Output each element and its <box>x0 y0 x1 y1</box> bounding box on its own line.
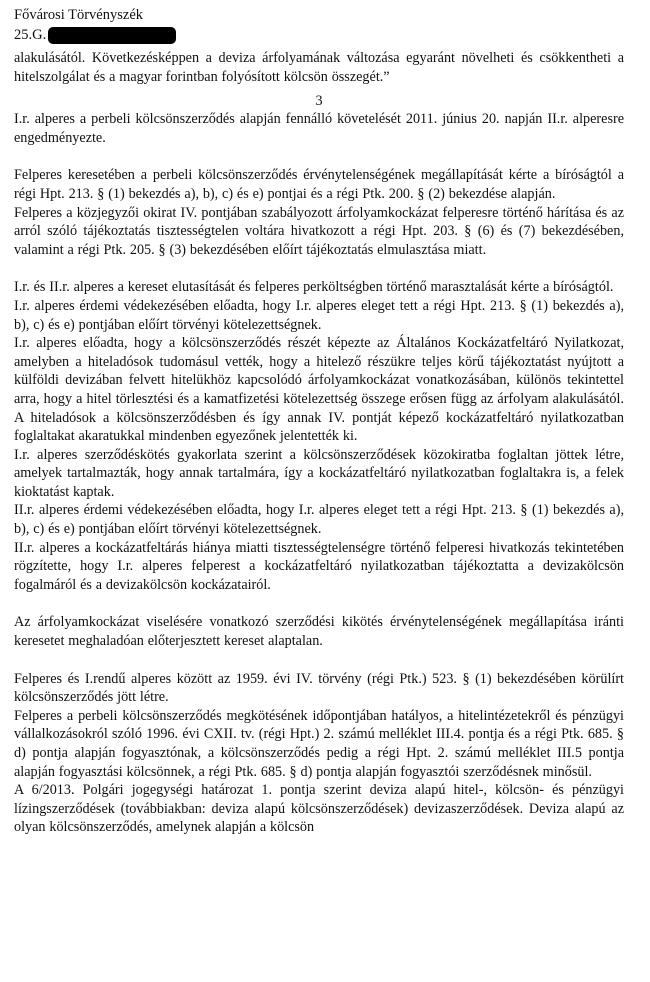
paragraph: Felperes és I.rendű alperes között az 1959. évi IV. törvény (régi Ptk.) 523. § (1) bekezdésében körülírt kölcsönszerződés jött létre. <box>14 670 624 706</box>
court-name: Fővárosi Törvényszék <box>14 7 143 23</box>
paragraph-gap <box>14 259 624 278</box>
paragraph-gap <box>14 651 624 670</box>
paragraph: Az árfolyamkockázat viselésére vonatkozó szerződési kikötés érvénytelenségének megállapítása iránti keresetet meghaladóan előterjesztett kereset alaptalan. <box>14 614 624 650</box>
paragraph: Felperes a közjegyzői okirat IV. pontjában szabályozott árfolyamkockázat felperesre történő hárítása és az arról szóló tájékoztatás tisztességtelen voltára hivatkozott a régi Hpt. 203. § (6) és (7) bekezdésében, valamint a régi Ptk. 205. § (3) bekezdésében előírt tájékoztatás elmulasztása miatt. <box>14 204 624 258</box>
paragraph: II.r. alperes érdemi védekezésében előadta, hogy I.r. alperes eleget tett a régi Hpt. 213. § (1) bekezdés a), b), c) és e) pontjában előírt törvényi kötelezettségnek. <box>14 502 624 538</box>
case-number-prefix: 25.G. <box>14 27 47 43</box>
paragraph: II.r. alperes a kockázatfeltárás hiánya miatti tisztességtelenségre történő felperesi hivatkozás tekintetében rögzítette, hogy I.r. alperes felperest a kockázatfeltáró nyilatkozatban tájékoztatta a devizakölcsön fogalmáról és a devizakölcsön kockázatairól. <box>14 539 624 593</box>
paragraph: alakulásától. Következésképpen a deviza árfolyamának változása egyaránt növelheti és csökkentheti a hitelszolgálat és a magyar forintban folyósított kölcsön összegét.” <box>14 50 624 85</box>
page-number: 3 <box>315 93 323 110</box>
paragraph: I.r. alperes szerződéskötés gyakorlata szerint a kölcsönszerződések közokiratba foglaltan jöttek létre, amelyek tartalmazták, hogy annak tartalmára, így a kockázatfeltáró nyilatkozatban foglaltakra is, a felek kioktatást kaptak. <box>14 446 624 500</box>
paragraph: I.r. és II.r. alperes a kereset elutasítását és felperes perköltségben történő marasztalását kérte a bíróságtól. <box>14 279 614 296</box>
paragraph: I.r. alperes a perbeli kölcsönszerződés alapján fennálló követelését 2011. június 20. napján II.r. alperesre engedményezte. <box>14 111 624 146</box>
paragraph: I.r. alperes érdemi védekezésében előadta, hogy I.r. alperes eleget tett a régi Hpt. 213. § (1) bekezdés a), b), c) és e) pontjában előírt törvényi kötelezettségnek. <box>14 297 624 333</box>
document-body <box>14 49 624 837</box>
paragraph: I.r. alperes előadta, hogy a kölcsönszerződés részét képezte az Általános Kockázatfeltáró Nyilatkozat, amelyben a hiteladósok tudomásul vették, hogy a hitelező részükre teljes körű tájékoztatást nyújtott a külföldi devizában felvett hitelükhöz kapcsolódó árfolyamkockázat vonatkozásában, különös tekintettel arra, hogy a hitel törlesztési és a kamatfizetési kötelezettség összege erősen függ az árfolyam alakulásától. A hiteladósok a kölcsönszerződésben és így annak IV. pontját képező kockázatfeltáró nyilatkozatban foglaltakat akaratukkal mindenben egyezőnek jelentették ki. <box>14 335 624 445</box>
paragraph-gap <box>14 147 624 166</box>
document-header <box>14 5 176 45</box>
paragraph-gap <box>14 594 624 613</box>
paragraph: A 6/2013. Polgári jogegységi határozat 1. pontja szerint deviza alapú hitel-, kölcsön- és pénzügyi lízingszerződések (továbbiakban: deviza alapú kölcsönszerződések) devizaszerződések. Deviza alapú az olyan kölcsönszerződés, amelynek alapján a kölcsön <box>14 782 624 836</box>
case-number <box>14 25 176 45</box>
redaction-bar <box>48 27 176 44</box>
paragraph: Felperes keresetében a perbeli kölcsönszerződés érvénytelenségének megállapítását kérte a bíróságtól a régi Hpt. 213. § (1) bekezdés a), b), c) és e) pontjai és a régi Ptk. 200. § (2) bekezdése alapján. <box>14 167 624 202</box>
paragraph: Felperes a perbeli kölcsönszerződés megkötésének időpontjában hatályos, a hitelintézetekről és pénzügyi vállalkozásokról szóló 1996. évi CXII. tv. (régi Hpt.) 2. számú melléklet III.4. pontja és a régi Ptk. 685. § d) pontja alapján fogyasztónak, a kölcsönszerződés pedig a régi Hpt. 2. számú melléklet III.5 pontja alapján fogyasztási kölcsönnek, a régi Ptk. 685. § d) pontja alapján fogyasztói szerződésnek minősül. <box>14 707 624 780</box>
